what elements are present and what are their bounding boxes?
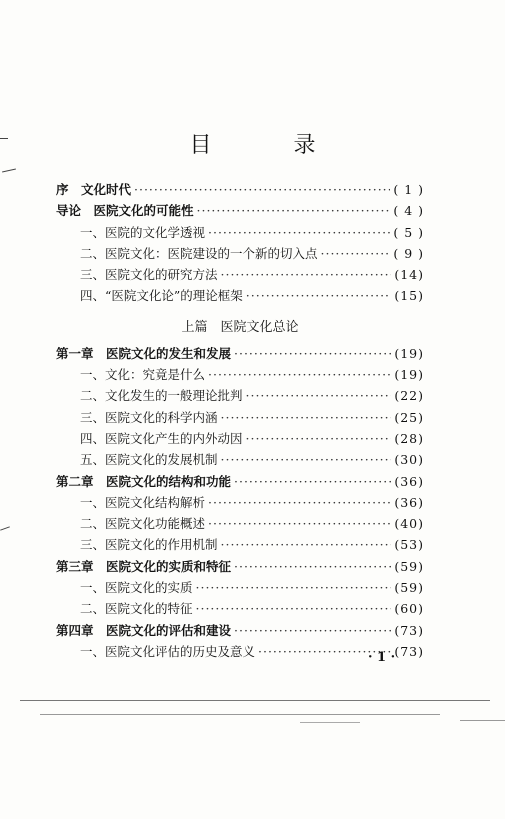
entry-title: 第三章 医院文化的实质和特征 [56, 558, 232, 574]
dot-leader [234, 623, 391, 638]
entry-title: 二、医院文化：医院建设的一个新的切入点 [80, 245, 318, 261]
entry-page-number: (19) [394, 345, 424, 361]
entry-title: 第一章 医院文化的发生和发展 [56, 345, 232, 361]
entry-title: 第二章 医院文化的结构和功能 [56, 473, 232, 489]
entry-page-number: (73) [394, 622, 424, 638]
entry-title: 一、文化：究竟是什么 [80, 367, 206, 383]
scan-mark [2, 169, 16, 173]
scan-mark [0, 138, 8, 139]
entry-title: 四、医院文化产生的内外动因 [80, 430, 243, 446]
entry-title: 三、医院文化的科学内涵 [80, 409, 218, 425]
toc-chapter-entry [56, 557, 424, 578]
entry-title: 三、医院文化的研究方法 [80, 267, 218, 283]
entry-page-number: (59) [394, 580, 424, 596]
entry-page-number: (59) [394, 558, 424, 574]
bottom-rule [20, 700, 490, 701]
entry-title: 导论 医院文化的可能性 [56, 203, 194, 219]
dot-leader [221, 410, 392, 425]
toc-section-entry [56, 365, 424, 386]
toc-chapter-entry [56, 344, 424, 365]
table-of-contents [56, 180, 424, 663]
bottom-rule [300, 722, 360, 723]
entry-title: 一、医院文化评估的历史及意义 [80, 643, 256, 659]
entry-page-number: (22) [394, 388, 424, 404]
toc-section-entry [56, 578, 424, 599]
dot-leader [234, 346, 391, 361]
toc-section-entry [56, 450, 424, 471]
toc-section-entry [56, 493, 424, 514]
entry-page-number: (19) [394, 367, 424, 383]
entry-title: 一、医院的文化学透视 [80, 224, 206, 240]
part-heading: 上篇 医院文化总论 [181, 320, 299, 336]
dot-leader [221, 267, 392, 282]
entry-title: 四、“医院文化论”的理论框架 [80, 288, 243, 304]
entry-page-number: ( 1 ) [393, 182, 424, 197]
entry-title: 第四章 医院文化的评估和建设 [56, 622, 232, 638]
entry-title: 一、医院文化结构解析 [80, 494, 206, 510]
dot-leader [221, 452, 392, 467]
dot-leader [197, 203, 391, 218]
entry-page-number: ( 5 ) [393, 224, 424, 240]
dot-leader [196, 580, 392, 595]
entry-page-number: (30) [394, 452, 424, 468]
toc-section-entry [56, 514, 424, 535]
dot-leader [208, 516, 391, 531]
toc-section-entry [56, 386, 424, 407]
entry-title: 序 文化时代 [56, 182, 132, 197]
bottom-rule [460, 720, 505, 721]
toc-section-entry [56, 223, 424, 244]
dot-leader [234, 559, 391, 574]
entry-page-number: (36) [394, 473, 424, 489]
entry-page-number: (53) [394, 537, 424, 553]
entry-title: 二、文化发生的一般理论批判 [80, 388, 243, 404]
dot-leader [196, 601, 392, 616]
entry-page-number: (25) [394, 409, 424, 425]
bottom-rule [40, 714, 440, 715]
entry-page-number: (60) [394, 601, 424, 617]
entry-title: 五、医院文化的发展机制 [80, 452, 218, 468]
entry-title: 二、医院文化的特征 [80, 601, 193, 617]
entry-page-number: (36) [394, 494, 424, 510]
dot-leader [246, 431, 392, 446]
entry-title: 二、医院文化功能概述 [80, 516, 206, 532]
dot-leader [208, 225, 390, 240]
dot-leader [208, 495, 391, 510]
dot-leader [246, 388, 392, 403]
page-number: · 1 · [368, 650, 396, 665]
dot-leader [221, 537, 392, 552]
entry-title: 一、医院文化的实质 [80, 580, 193, 596]
toc-section-entry [56, 429, 424, 450]
dot-leader [234, 474, 391, 489]
entry-page-number: (28) [394, 430, 424, 446]
entry-page-number: (15) [394, 288, 424, 304]
toc-chapter-entry [56, 472, 424, 493]
entry-page-number: (40) [394, 516, 424, 532]
toc-section-entry [56, 286, 424, 307]
entry-title: 三、医院文化的作用机制 [80, 537, 218, 553]
toc-section-entry [56, 244, 424, 265]
toc-section-entry [56, 408, 424, 429]
dot-leader [208, 367, 391, 382]
toc-section-entry [56, 599, 424, 620]
toc-chapter-entry [56, 180, 424, 201]
scan-mark [0, 526, 10, 530]
dot-leader [134, 182, 390, 197]
page-title: 目 录 [189, 133, 346, 158]
dot-leader [321, 246, 391, 261]
entry-page-number: ( 9 ) [393, 245, 424, 261]
entry-page-number: (14) [394, 267, 424, 283]
entry-page-number: (73) [394, 643, 424, 659]
dot-leader [246, 288, 392, 303]
toc-section-entry [56, 265, 424, 286]
entry-page-number: ( 4 ) [393, 203, 424, 219]
toc-chapter-entry [56, 621, 424, 642]
toc-chapter-entry [56, 201, 424, 222]
toc-section-entry [56, 535, 424, 556]
